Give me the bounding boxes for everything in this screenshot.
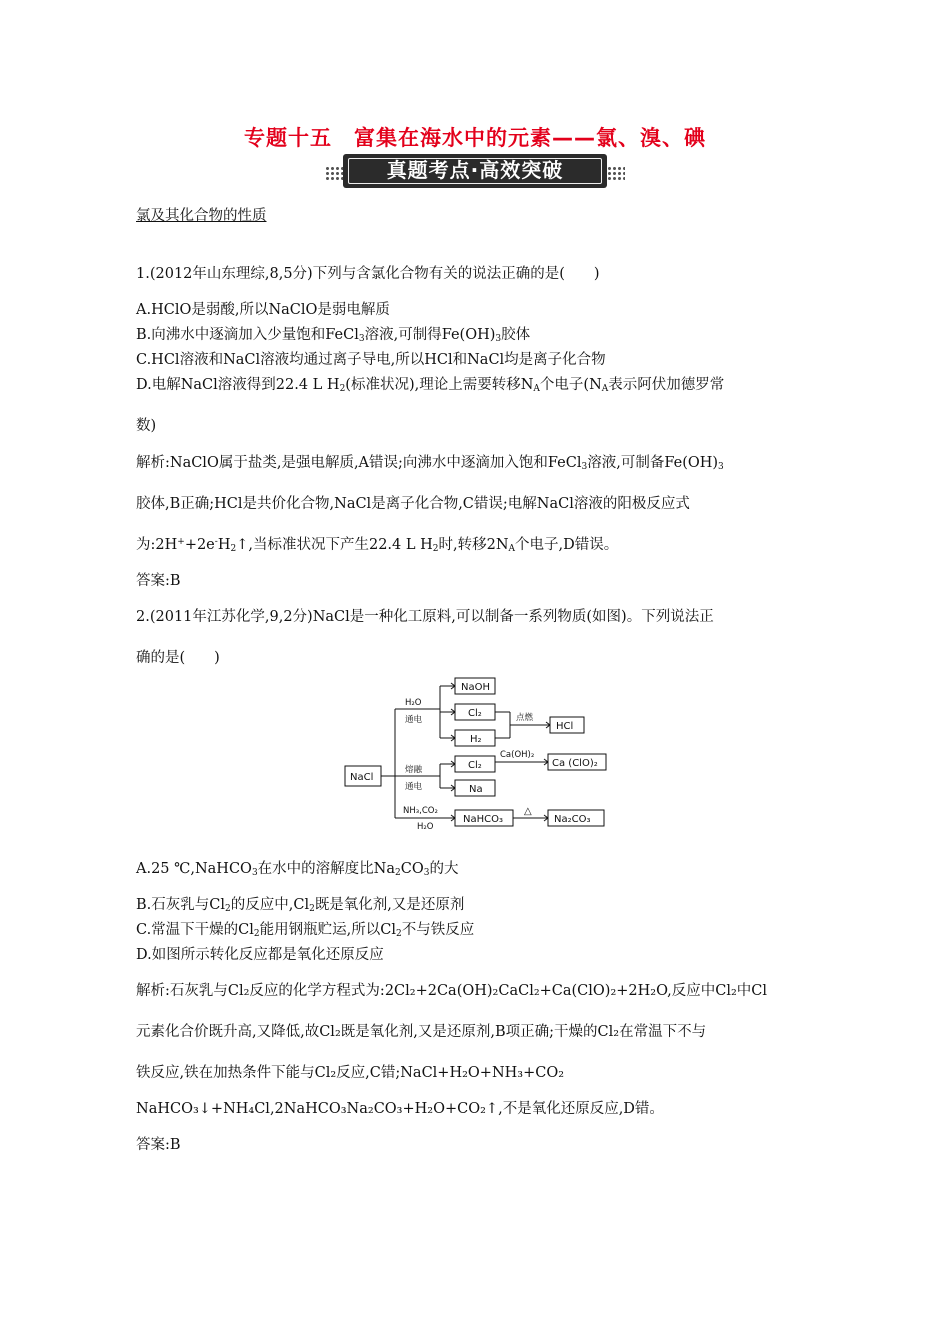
- naoh-label: NaOH: [461, 682, 490, 693]
- q2-answer: 答案:B: [136, 1137, 181, 1153]
- reaction-diagram: [340, 672, 610, 832]
- cond-water-bot: H₂O: [417, 822, 434, 832]
- q2-option-d: D.如图所示转化反应都是氧化还原反应: [136, 947, 384, 963]
- q1-option-a: A.HClO是弱酸,所以NaClO是弱电解质: [136, 302, 390, 318]
- na2co3-label: Na₂CO₃: [554, 814, 591, 825]
- q1-option-c: C.HCl溶液和NaCl溶液均通过离子导电,所以HCl和NaCl均是离子化合物: [136, 352, 606, 368]
- nacl-label: NaCl: [350, 772, 374, 783]
- q1-option-d: D.电解NaCl溶液得到22.4 L $H_2$(标准状况),理论上需要转移$N_A$个电子($N_A$表示阿伏加德罗常: [136, 377, 725, 394]
- q2-option-b: B.石灰乳与$Cl_2$的反应中$,Cl_2$既是氧化剂,又是还原剂: [136, 897, 465, 914]
- section-heading: 氯及其化合物的性质: [136, 208, 267, 224]
- hcl-label: HCl: [556, 721, 574, 732]
- cond-electrolysis-top: 通电: [405, 715, 423, 725]
- q2-analysis-1: 解析:石灰乳与Cl₂反应的化学方程式为:2Cl₂+2Ca(OH)₂CaCl₂+Ca(ClO)₂+2H₂O,反应中Cl₂中Cl: [136, 983, 768, 999]
- cl2-top-label: Cl₂: [468, 708, 482, 719]
- cl2-mid-label: Cl₂: [468, 760, 482, 771]
- caoh2-label: Ca(OH)₂: [500, 750, 535, 760]
- q1-analysis-2: 胶体,B正确;HCl是共价化合物,NaCl是离子化合物,C错误;电解NaCl溶液的阳极反应式: [136, 496, 690, 512]
- page-title: 专题十五 富集在海水中的元素——氯、溴、碘: [244, 126, 706, 150]
- banner-box: [343, 154, 607, 188]
- ignite-label: 点燃: [516, 713, 534, 723]
- heat-label: △: [524, 806, 532, 817]
- q1-option-d-cont: 数): [136, 418, 157, 434]
- cond-nh3-co2: NH₃,CO₂: [403, 806, 438, 816]
- h2-label: H₂: [470, 734, 482, 745]
- na-label: Na: [469, 784, 483, 795]
- q2-analysis-3: 铁反应,铁在加热条件下能与Cl₂反应,C错;NaCl+H₂O+NH₃+CO₂: [136, 1065, 565, 1081]
- q2-analysis-4: NaHCO₃↓+NH₄Cl,2NaHCO₃Na₂CO₃+H₂O+CO₂↑,不是氧化还原反应,D错。: [136, 1101, 664, 1117]
- q1-analysis-1: 解析:NaClO属于盐类,是强电解质,A错误;向沸水中逐滴加入饱和FeCl$_3$溶液,可制备$Fe(OH)_3$: [136, 455, 724, 472]
- q2-stem-1: 2.(2011年江苏化学,9,2分)NaCl是一种化工原料,可以制备一系列物质(如图)。下列说法正: [136, 609, 714, 625]
- cond-water: H₂O: [405, 698, 422, 708]
- q1-analysis-3: 为$:2H^++2e^-H_2↑$,当标准状况下产生22.4 L $H_2$时,转移$2N_A$个电子,D错误。: [136, 537, 619, 554]
- banner-dots-right: [607, 166, 625, 180]
- caclo2-label: Ca (ClO)₂: [552, 758, 598, 769]
- q2-option-c: C.常温下干燥的$Cl_2$能用钢瓶贮运,所以$Cl_2$不与铁反应: [136, 922, 475, 939]
- banner-dots-left: [325, 166, 343, 180]
- q2-stem-2: 确的是( ): [136, 650, 220, 666]
- q2-analysis-2: 元素化合价既升高,又降低,故Cl₂既是氧化剂,又是还原剂,B项正确;干燥的Cl₂在常温下不与: [136, 1024, 707, 1040]
- cond-electrolysis-mid: 通电: [405, 782, 423, 792]
- section-banner: [325, 154, 625, 190]
- q1-answer: 答案:B: [136, 573, 181, 589]
- q2-option-a: A.25 ℃,NaHCO$_3$在水中的溶解度比$Na_2CO_3$的大: [136, 861, 459, 878]
- nahco3-label: NaHCO₃: [463, 814, 503, 825]
- cond-molten: 熔融: [405, 765, 423, 775]
- q1-stem: 1.(2012年山东理综,8,5分)下列与含氯化合物有关的说法正确的是( ): [136, 266, 600, 282]
- q1-option-b: B.向沸水中逐滴加入少量饱和FeCl$_3$溶液,可制得$Fe(OH)_3$胶体: [136, 327, 531, 344]
- banner-text: 真题考点·高效突破: [348, 158, 602, 184]
